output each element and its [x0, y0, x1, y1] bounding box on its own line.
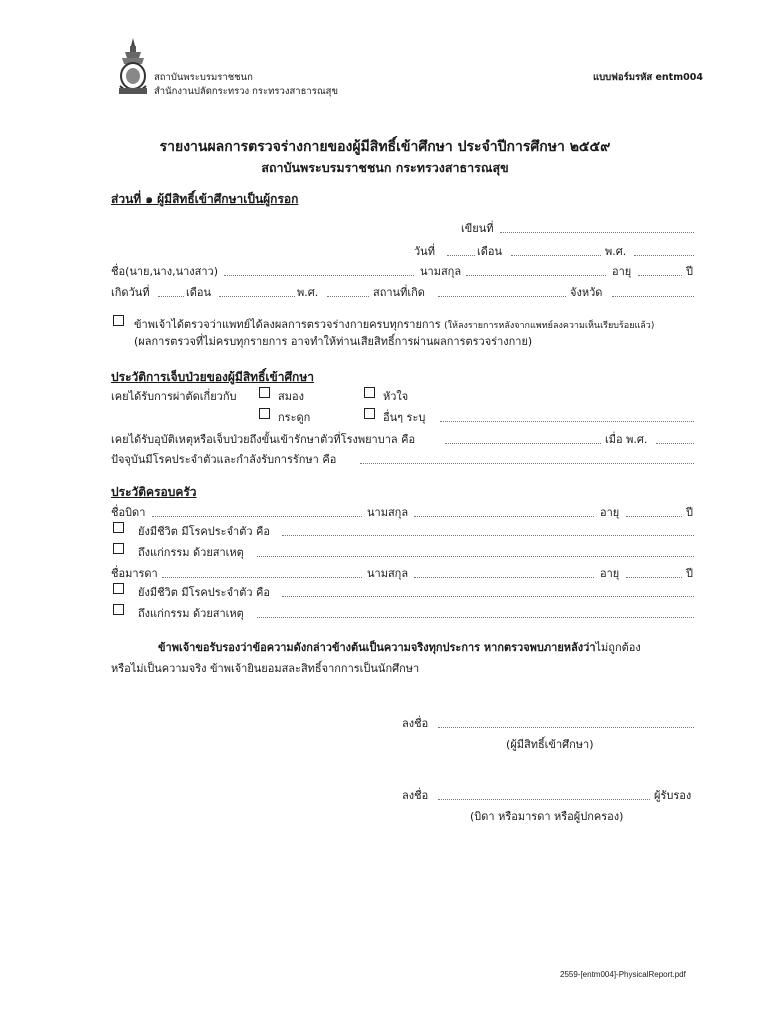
mother-alive-label: ยังมีชีวิต มีโรคประจำตัว คือ [138, 586, 270, 599]
mother-surname-field[interactable] [414, 577, 594, 578]
province-label: จังหวัด [570, 286, 603, 299]
accident-label: เคยได้รับอุบัติเหตุหรือเจ็บป่วยถึงขั้นเข้ารักษาตัวที่โรงพยาบาล คือ [111, 433, 416, 446]
certifier-label: ผู้รับรอง [654, 789, 692, 802]
father-age-label: อายุ [600, 506, 620, 519]
current-illness-label: ปัจจุบันมีโรคประจำตัวและกำลังรับการรักษา คือ [111, 453, 337, 466]
consent-warning: (ผลการตรวจที่ไม่ครบทุกรายการ อาจทำให้ท่านเสียสิทธิ์การผ่านผลการตรวจร่างกาย) [134, 335, 533, 348]
date-year-label: พ.ศ. [605, 245, 627, 258]
accident-year-label: เมื่อ พ.ศ. [605, 433, 648, 446]
year-unit: ปี [686, 265, 693, 278]
mother-label: ชื่อมารดา [111, 567, 158, 580]
consent-text: ข้าพเจ้าได้ตรวจว่าแพทย์ได้ลงผลการตรวจร่างกายครบทุกรายการ (ให้ลงรายการหลังจากแพทย์ลงความเห็นเรียบร้อยแล้ว) [134, 318, 655, 331]
mother-age-label: อายุ [600, 567, 620, 580]
mother-surname-label: นามสกุล [367, 567, 409, 580]
family-heading: ประวัติครอบครัว [111, 485, 197, 499]
other-field[interactable] [440, 421, 694, 422]
province-field[interactable] [612, 296, 694, 297]
heart-label: หัวใจ [383, 390, 409, 403]
accident-year-field[interactable] [656, 443, 694, 444]
part1-heading: ส่วนที่ ๑ ผู้มีสิทธิ์เข้าศึกษาเป็นผู้กรอก [111, 192, 299, 206]
date-month-field[interactable] [511, 255, 601, 256]
father-deceased-field[interactable] [257, 556, 694, 557]
name-label: ชื่อ(นาย,นาง,นางสาว) [111, 265, 218, 278]
mother-age-field[interactable] [626, 577, 682, 578]
father-year-unit: ปี [686, 506, 693, 519]
consent-checkbox[interactable] [113, 315, 124, 326]
other-checkbox[interactable] [364, 408, 375, 419]
form-code: แบบฟอร์มรหัส entm004 [593, 72, 703, 83]
accident-field[interactable] [445, 443, 601, 444]
surgery-label: เคยได้รับการผ่าตัดเกี่ยวกับ [111, 390, 237, 403]
guardian-role: (บิดา หรือมารดา หรือผู้ปกครอง) [470, 810, 624, 823]
father-name-field[interactable] [152, 516, 362, 517]
date-day-field[interactable] [447, 255, 475, 256]
other-label: อื่นๆ ระบุ [383, 411, 426, 424]
father-label: ชื่อบิดา [111, 506, 146, 519]
bone-label: กระดูก [278, 411, 311, 424]
current-illness-field[interactable] [360, 463, 694, 464]
candidate-role: (ผู้มีสิทธิ์เข้าศึกษา) [506, 738, 594, 751]
guardian-signature-field[interactable] [438, 799, 650, 800]
age-field[interactable] [638, 275, 682, 276]
father-surname-label: นามสกุล [367, 506, 409, 519]
age-label: อายุ [612, 265, 632, 278]
date-month-label: เดือน [477, 245, 503, 258]
org-name: สถาบันพระบรมราชชนก [154, 72, 253, 83]
footer-filename: 2559-[entm004]-PhysicalReport.pdf [560, 970, 686, 979]
mother-deceased-field[interactable] [257, 617, 694, 618]
consent-note: (ให้ลงรายการหลังจากแพทย์ลงความเห็นเรียบร้อยแล้ว) [444, 321, 655, 331]
birth-day-field[interactable] [158, 296, 184, 297]
name-field[interactable] [224, 275, 414, 276]
illness-heading: ประวัติการเจ็บป่วยของผู้มีสิทธิ์เข้าศึกษา [111, 370, 314, 384]
father-surname-field[interactable] [414, 516, 594, 517]
candidate-sign-label: ลงชื่อ [402, 717, 429, 730]
surname-label: นามสกุล [420, 265, 462, 278]
birth-day-label: เกิดวันที่ [111, 286, 150, 299]
birthplace-label: สถานที่เกิด [373, 286, 425, 299]
father-deceased-checkbox[interactable] [113, 543, 124, 554]
surname-field[interactable] [466, 275, 606, 276]
date-year-field[interactable] [634, 255, 694, 256]
birthplace-field[interactable] [438, 296, 566, 297]
org-department: สำนักงานปลัดกระทรวง กระทรวงสาธารณสุข [154, 86, 338, 97]
brain-checkbox[interactable] [259, 387, 270, 398]
declaration-line2: หรือไม่เป็นความจริง ข้าพเจ้ายินยอมสละสิทธิ์จากการเป็นนักศึกษา [111, 662, 420, 675]
mother-deceased-checkbox[interactable] [113, 604, 124, 615]
mother-name-field[interactable] [162, 577, 362, 578]
guardian-sign-label: ลงชื่อ [402, 789, 429, 802]
mother-alive-checkbox[interactable] [113, 583, 124, 594]
birth-year-field[interactable] [327, 296, 369, 297]
brain-label: สมอง [278, 390, 304, 403]
bone-checkbox[interactable] [259, 408, 270, 419]
heart-checkbox[interactable] [364, 387, 375, 398]
mother-year-unit: ปี [686, 567, 693, 580]
father-age-field[interactable] [626, 516, 682, 517]
birth-month-field[interactable] [219, 296, 295, 297]
candidate-signature-field[interactable] [438, 727, 694, 728]
written-at-label: เขียนที่ [461, 222, 494, 235]
page-title: รายงานผลการตรวจร่างกายของผู้มีสิทธิ์เข้าศึกษา ประจำปีการศึกษา ๒๕๕๙ [159, 139, 611, 155]
page-subtitle: สถาบันพระบรมราชชนก กระทรวงสาธารณสุข [261, 160, 509, 175]
father-alive-label: ยังมีชีวิต มีโรคประจำตัว คือ [138, 525, 270, 538]
father-alive-field[interactable] [282, 535, 694, 536]
institution-crest-icon [116, 36, 150, 98]
date-day-label: วันที่ [414, 245, 435, 258]
mother-deceased-label: ถึงแก่กรรม ด้วยสาเหตุ [138, 607, 244, 620]
written-at-field[interactable] [500, 232, 694, 233]
father-alive-checkbox[interactable] [113, 522, 124, 533]
declaration-line1: ข้าพเจ้าขอรับรองว่าข้อความดังกล่าวข้างต้นเป็นความจริงทุกประการ หากตรวจพบภายหลังว่าไม่ถูกต้อง [158, 641, 641, 654]
birth-year-label: พ.ศ. [297, 286, 319, 299]
mother-alive-field[interactable] [282, 596, 694, 597]
birth-month-label: เดือน [186, 286, 212, 299]
father-deceased-label: ถึงแก่กรรม ด้วยสาเหตุ [138, 546, 244, 559]
